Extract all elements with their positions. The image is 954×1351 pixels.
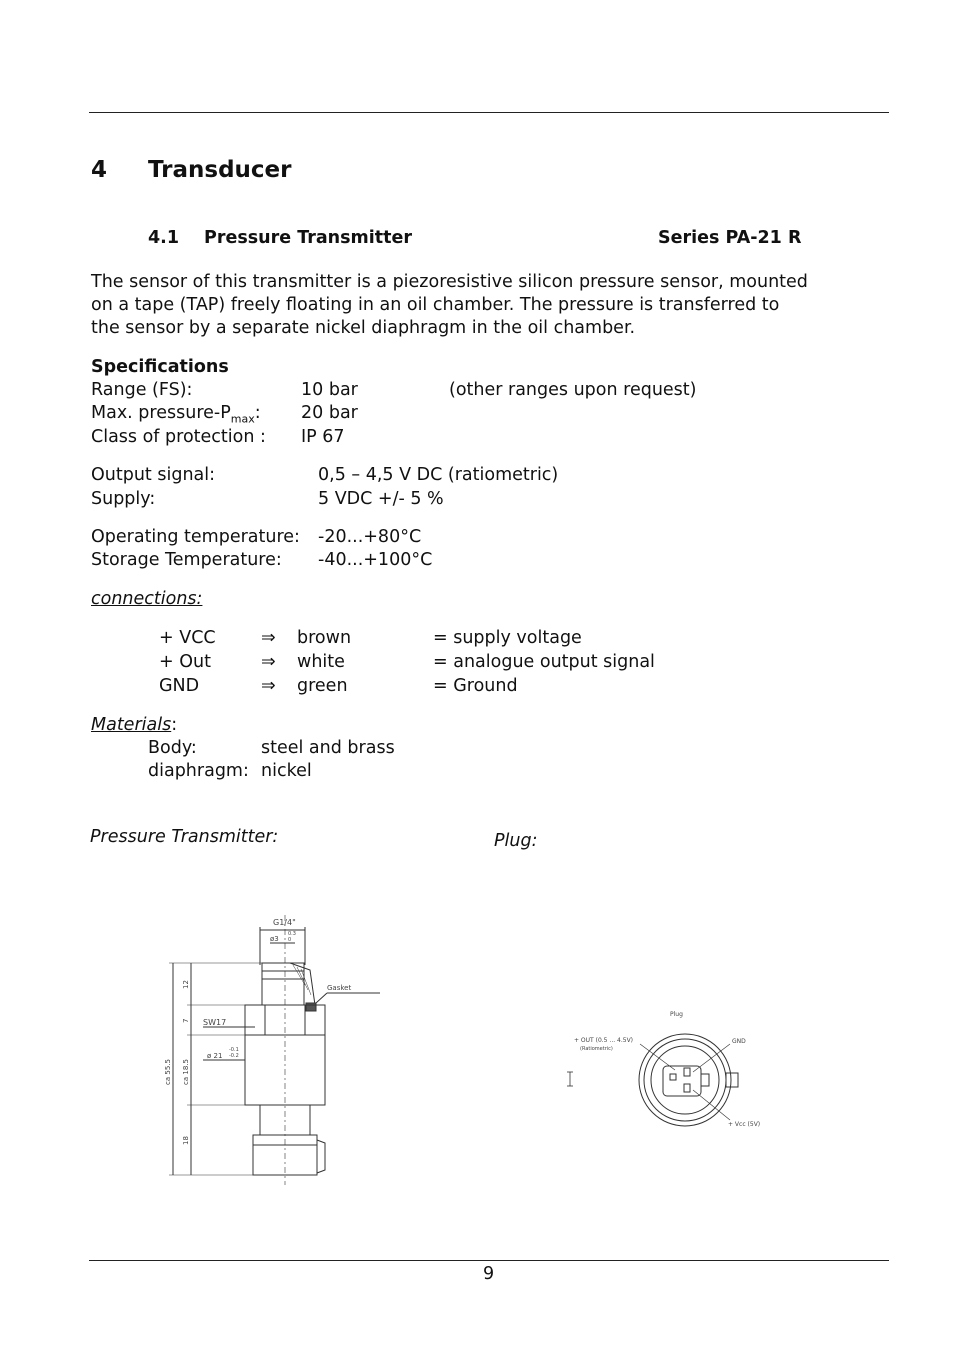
connection-meaning: = Ground bbox=[433, 676, 518, 696]
body-label: Body: bbox=[148, 738, 197, 758]
dim-55-5: ca 55.5 bbox=[164, 1059, 172, 1085]
d21-tol: -0.1 bbox=[229, 1047, 239, 1053]
output-signal-label: Output signal: bbox=[91, 465, 216, 485]
range-note: (other ranges upon request) bbox=[449, 380, 697, 400]
gnd-label: GND bbox=[732, 1038, 746, 1045]
d3-label: ø3 bbox=[270, 935, 279, 943]
d3-tol: 0.3 bbox=[288, 931, 296, 937]
plug-drawing bbox=[560, 1000, 800, 1180]
intro-line: the sensor by a separate nickel diaphragm in the oil chamber. bbox=[91, 318, 636, 338]
connection-arrow: ⇒ bbox=[261, 628, 276, 648]
materials-colon: : bbox=[171, 715, 178, 735]
sw-label: SW17 bbox=[203, 1018, 227, 1027]
connection-meaning: = analogue output signal bbox=[433, 652, 655, 672]
section-title: Pressure Transmitter bbox=[204, 228, 413, 248]
protection-value: IP 67 bbox=[301, 427, 345, 447]
intro-line: on a tape (TAP) freely floating in an oil chamber. The pressure is transferred to bbox=[91, 295, 780, 315]
g-label: G1/4" bbox=[273, 918, 296, 927]
operating-temp-value: -20...+80°C bbox=[318, 527, 422, 547]
connection-wire-color: white bbox=[297, 652, 345, 672]
operating-temp-label: Operating temperature: bbox=[91, 527, 300, 547]
storage-temp-label: Storage Temperature: bbox=[91, 550, 282, 570]
connection-pin: + Out bbox=[159, 652, 211, 672]
dim-12: 12 bbox=[182, 980, 190, 989]
max-pressure-label-suffix: : bbox=[254, 403, 261, 423]
d21-label: ø 21 bbox=[207, 1052, 223, 1060]
transmitter-caption: Pressure Transmitter: bbox=[90, 827, 279, 847]
plug-title: Plug bbox=[670, 1011, 683, 1018]
max-pressure-label bbox=[91, 403, 261, 426]
dim-7: 7 bbox=[182, 1018, 190, 1023]
materials-heading-line bbox=[91, 715, 177, 735]
d3-tol2: 0 bbox=[288, 937, 292, 943]
vcc-label: + Vcc (5V) bbox=[728, 1121, 761, 1128]
bottom-rule bbox=[89, 1260, 889, 1261]
dim-18: 18 bbox=[182, 1136, 190, 1145]
connection-arrow: ⇒ bbox=[261, 676, 276, 696]
section-number: 4.1 bbox=[148, 228, 180, 248]
page-number: 9 bbox=[483, 1264, 495, 1284]
max-pressure-value: 20 bar bbox=[301, 403, 358, 423]
chapter-number: 4 bbox=[91, 157, 108, 183]
plug-caption: Plug: bbox=[494, 831, 538, 851]
diaphragm-label: diaphragm: bbox=[148, 761, 249, 781]
connection-wire-color: green bbox=[297, 676, 348, 696]
max-pressure-label-sub: max bbox=[230, 412, 255, 426]
protection-label: Class of protection : bbox=[91, 427, 266, 447]
range-label: Range (FS): bbox=[91, 380, 193, 400]
out-sub-label: (Ratiometric) bbox=[580, 1046, 613, 1052]
max-pressure-label-prefix: Max. pressure-P bbox=[91, 403, 231, 423]
materials-heading: Materials bbox=[91, 715, 172, 735]
range-value: 10 bar bbox=[301, 380, 358, 400]
connection-meaning: = supply voltage bbox=[433, 628, 582, 648]
transmitter-drawing bbox=[145, 895, 405, 1195]
supply-label: Supply: bbox=[91, 489, 156, 509]
output-signal-value: 0,5 – 4,5 V DC (ratiometric) bbox=[318, 465, 559, 485]
connection-wire-color: brown bbox=[297, 628, 352, 648]
body-value: steel and brass bbox=[261, 738, 395, 758]
top-rule bbox=[89, 112, 889, 113]
gasket-label: Gasket bbox=[327, 984, 352, 992]
intro-line: The sensor of this transmitter is a piezoresistive silicon pressure sensor, mounted bbox=[91, 272, 808, 292]
dim-18-5: ca 18.5 bbox=[182, 1059, 190, 1085]
specifications-heading: Specifications bbox=[91, 357, 229, 377]
connections-heading: connections: bbox=[91, 589, 203, 609]
connection-pin: GND bbox=[159, 676, 200, 696]
connection-pin: + VCC bbox=[159, 628, 216, 648]
connection-arrow: ⇒ bbox=[261, 652, 276, 672]
d21-tol2: -0.2 bbox=[229, 1053, 239, 1059]
out-label: + OUT (0.5 ... 4.5V) bbox=[574, 1037, 634, 1044]
storage-temp-value: -40...+100°C bbox=[318, 550, 433, 570]
diaphragm-value: nickel bbox=[261, 761, 312, 781]
section-series: Series PA-21 R bbox=[658, 228, 802, 248]
supply-value: 5 VDC +/- 5 % bbox=[318, 489, 444, 509]
chapter-title: Transducer bbox=[148, 157, 292, 183]
